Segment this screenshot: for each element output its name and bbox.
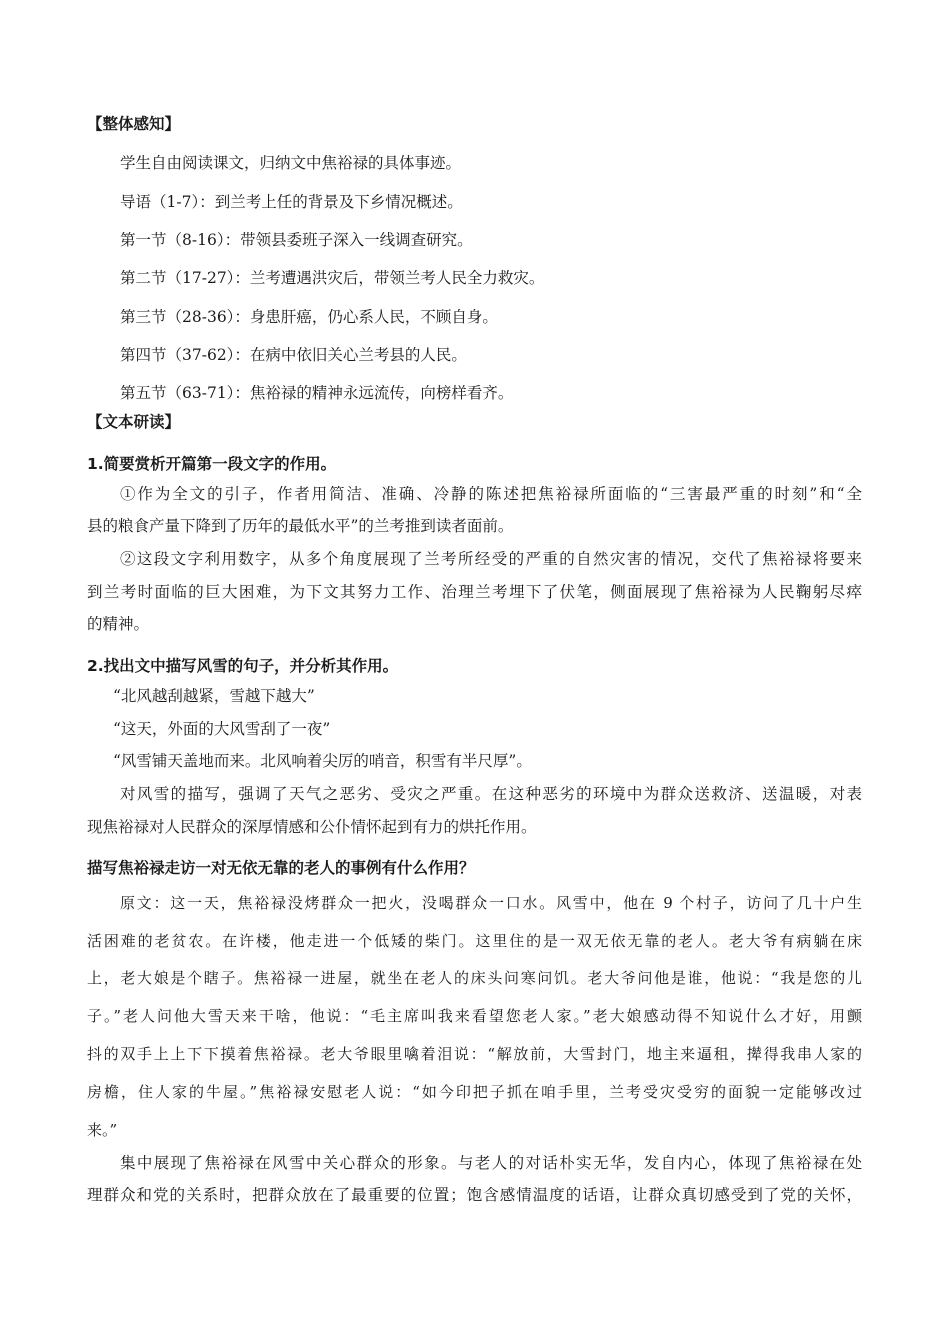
question-3-original-line: 原文：这一天，焦裕禄没烤群众一把火，没喝群众一口水。风雪中，他在 9 个村子，访问了几十户生 — [120, 894, 862, 912]
study-heading: 【文本研读】 — [87, 413, 181, 431]
question-3-analysis-line: 集中展现了焦裕禄在风雪中关心群众的形象。与老人的对话朴实无华，发自内心，体现了焦裕禄在处 — [120, 1154, 862, 1172]
overview-item: 第二节（17-27）：兰考遭遇洪灾后，带领兰考人民全力救灾。 — [120, 269, 545, 287]
question-1-line: 县的粮食产量下降到了历年的最低水平”的兰考推到读者面前。 — [87, 517, 514, 535]
overview-item: 导语（1-7）：到兰考上任的背景及下乡情况概述。 — [120, 193, 463, 211]
question-3-original-line: 抖的双手上上下下摸着焦裕禄。老大爷眼里噙着泪说：“解放前，大雪封门，地主来逼租，撵得我串人家的 — [87, 1045, 862, 1063]
overview-item: 第五节（63-71）：焦裕禄的精神永远流传，向榜样看齐。 — [120, 384, 514, 402]
question-2-line: 现焦裕禄对人民群众的深厚情感和公仆情怀起到有力的烘托作用。 — [87, 818, 537, 836]
question-2-quote: “北风越刮越紧，雪越下越大” — [113, 687, 315, 705]
overview-item: 第三节（28-36）：身患肝癌，仍心系人民，不顾自身。 — [120, 308, 498, 326]
question-2-title: 2.找出文中描写风雪的句子，并分析其作用。 — [87, 657, 399, 675]
question-3-analysis-line: 理群众和党的关系时，把群众放在了最重要的位置；饱含感情温度的话语，让群众真切感受到了党的关怀， — [87, 1186, 862, 1204]
overview-heading: 【整体感知】 — [87, 115, 181, 133]
overview-item: 第一节（8-16）：带领县委班子深入一线调查研究。 — [120, 231, 473, 249]
question-3-original-line: 房檐，住人家的牛屋。”焦裕禄安慰老人说：“如今印把子抓在咱手里，兰考受灾受穷的面貌一定能够改过 — [87, 1083, 862, 1101]
question-2-line: 对风雪的描写，强调了天气之恶劣、受灾之严重。在这种恶劣的环境中为群众送救济、送温暖，对表 — [120, 785, 862, 803]
question-1-line: ①作为全文的引子，作者用简洁、准确、冷静的陈述把焦裕禄所面临的“三害最严重的时刻”和“全 — [120, 485, 862, 503]
question-3-original-line: 来。” — [87, 1121, 118, 1139]
question-3-title: 描写焦裕禄走访一对无依无靠的老人的事例有什么作用？ — [87, 859, 475, 877]
question-3-original-line: 子。”老人问他大雪天来干啥，他说：“毛主席叫我来看望您老人家。”老大娘感动得不知说什么才好，用颤 — [87, 1007, 862, 1025]
question-3-original-line: 上，老大娘是个瞎子。焦裕禄一进屋，就坐在老人的床头问寒问饥。老大爷问他是谁，他说：“我是您的儿 — [87, 969, 862, 987]
question-1-line: ②这段文字利用数字，从多个角度展现了兰考所经受的严重的自然灾害的情况，交代了焦裕禄将要来 — [120, 550, 862, 568]
overview-intro: 学生自由阅读课文，归纳文中焦裕禄的具体事迹。 — [120, 154, 462, 172]
question-1-line: 的精神。 — [87, 615, 150, 633]
question-1-title: 1.简要赏析开篇第一段文字的作用。 — [87, 455, 337, 473]
question-3-original-line: 活困难的老贫农。在许楼，他走进一个低矮的柴门。这里住的是一双无依无靠的老人。老大爷有病躺在床 — [87, 932, 862, 950]
question-1-line: 到兰考时面临的巨大困难，为下文其努力工作、治理兰考埋下了伏笔，侧面展现了焦裕禄为人民鞠躬尽瘁 — [87, 583, 862, 601]
question-2-quote: “风雪铺天盖地而来。北风响着尖厉的哨音，积雪有半尺厚”。 — [113, 752, 532, 770]
question-2-quote: “这天，外面的大风雪刮了一夜” — [113, 720, 331, 738]
overview-item: 第四节（37-62）：在病中依旧关心兰考县的人民。 — [120, 346, 467, 364]
